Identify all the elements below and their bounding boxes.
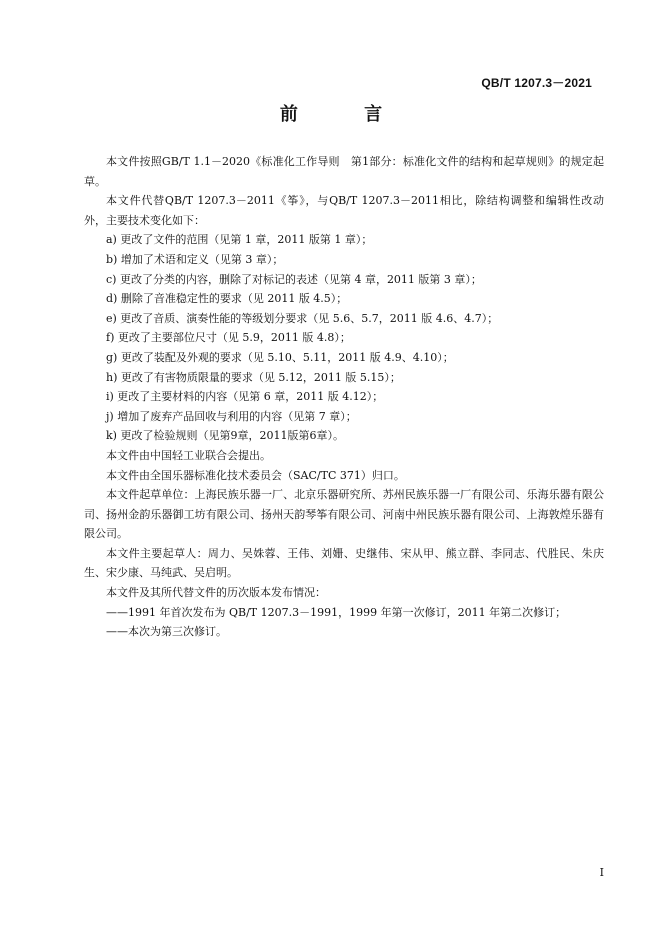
paragraph-history-intro: 本文件及其所代替文件的历次版本发布情况： bbox=[106, 586, 326, 600]
change-item-j: j) 增加了废弃产品回收与利用的内容（见第 7 章）； bbox=[106, 409, 357, 423]
paragraph-drafters: 本文件主要起草人：周力、吴姝蓉、王伟、刘姗、史继伟、宋从甲、熊立群、李同志、代胜民、朱庆生、宋少康、马纯武、吴启明。 bbox=[84, 546, 604, 580]
paragraph-drafting-organizations: 本文件起草单位：上海民族乐器一厂、北京乐器研究所、苏州民族乐器一厂有限公司、乐海乐器有限公司、扬州金韵乐器御工坊有限公司、扬州天韵琴筝有限公司、河南中州民族乐器有限公司、上海敦煌乐器有限公司。 bbox=[84, 488, 604, 541]
change-item-k: k) 更改了检验规则（见第9章，2011版第6章）。 bbox=[106, 429, 344, 443]
paragraph-replacement: 本文件代替QB/T 1207.3－2011《筝》，与QB/T 1207.3－2011相比，除结构调整和编辑性改动外，主要技术变化如下： bbox=[84, 194, 604, 227]
standard-code: QB/T 1207.3－2021 bbox=[481, 76, 592, 90]
paragraph-technical-committee: 本文件由全国乐器标准化技术委员会（SAC/TC 371）归口。 bbox=[106, 468, 405, 482]
change-item-d: d) 删除了音准稳定性的要求（见 2011 版 4.5）； bbox=[106, 292, 348, 306]
change-item-f: f) 更改了主要部位尺寸（见 5.9，2011 版 4.8）； bbox=[106, 331, 351, 345]
paragraph-proposer: 本文件由中国轻工业联合会提出。 bbox=[106, 448, 271, 462]
change-item-i: i) 更改了主要材料的内容（见第 6 章，2011 版 4.12）； bbox=[106, 390, 384, 404]
change-item-c: c) 更改了分类的内容，删除了对标记的表述（见第 4 章，2011 版第 3 章）； bbox=[106, 272, 482, 286]
history-item-2: ——本次为第三次修订。 bbox=[106, 625, 227, 639]
change-item-b: b) 增加了术语和定义（见第 3 章）； bbox=[106, 252, 284, 266]
history-item-1: ——1991 年首次发布为 QB/T 1207.3－1991，1999 年第一次修订，2011 年第二次修订； bbox=[106, 605, 567, 619]
change-item-a: a) 更改了文件的范围（见第 1 章，2011 版第 1 章）； bbox=[106, 233, 373, 247]
page-number: I bbox=[599, 866, 604, 879]
change-item-g: g) 更改了装配及外观的要求（见 5.10、5.11，2011 版 4.9、4.10）； bbox=[106, 350, 454, 364]
change-item-e: e) 更改了音质、演奏性能的等级划分要求（见 5.6、5.7，2011 版 4.6、4.7）； bbox=[106, 311, 499, 325]
paragraph-drafting-rules: 本文件按照GB/T 1.1－2020《标准化工作导则 第1部分：标准化文件的结构和起草规则》的规定起草。 bbox=[84, 155, 604, 188]
foreword-body bbox=[84, 152, 604, 642]
page-title: 前 言 bbox=[279, 104, 413, 125]
change-item-h: h) 更改了有害物质限量的要求（见 5.12，2011 版 5.15）； bbox=[106, 370, 401, 384]
